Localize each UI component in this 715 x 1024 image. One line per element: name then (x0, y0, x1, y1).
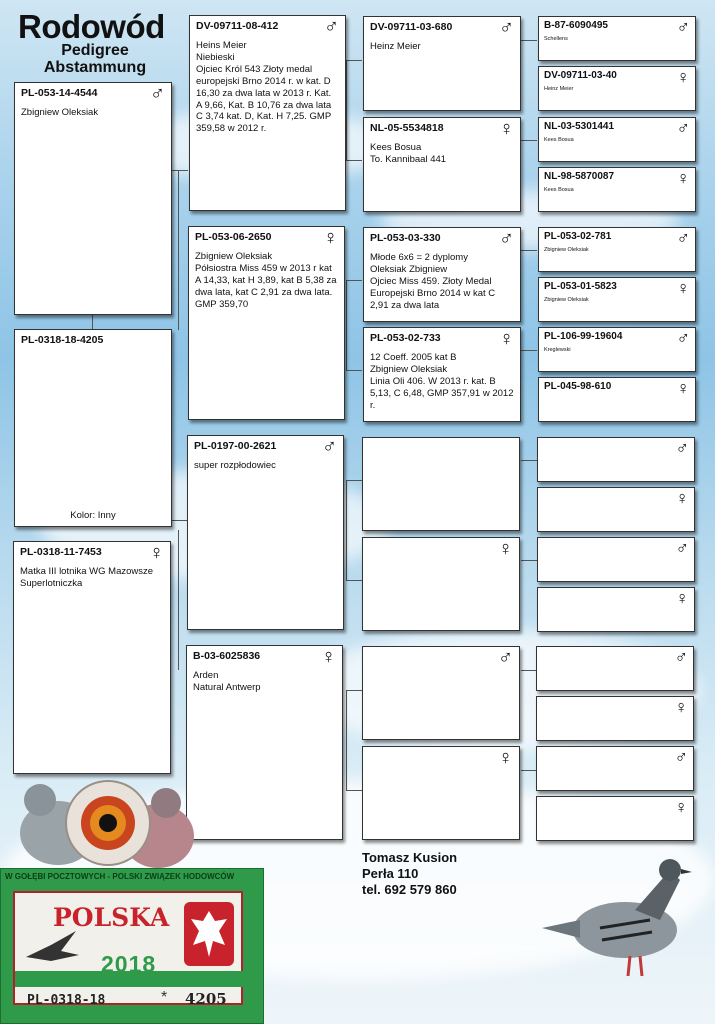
connector-line (172, 170, 188, 171)
eagle-emblem-icon (183, 901, 235, 967)
grandparent-card (187, 435, 344, 630)
grandparent-card (188, 226, 345, 420)
great-grandparent-card (362, 646, 520, 740)
male-icon: ♂ (150, 83, 165, 105)
ancestor-card (538, 66, 696, 111)
ancestor-card (536, 746, 694, 791)
male-icon: ♂ (675, 438, 689, 458)
female-icon: ♀ (499, 328, 514, 350)
ancestor-card (536, 646, 694, 691)
pigeon-info: Matka III lotnika WG Mazowsze Superlotniczka (20, 566, 154, 589)
pigeon-info: 12 Coeff. 2005 kat B Zbigniew Oleksiak Linia Oli 406. W 2013 r. kat. B 5,13, C 6,48, GMP 357,91 w 2012 r. (370, 352, 514, 411)
great-grandparent-card (363, 327, 521, 422)
star-icon: * (161, 989, 168, 1006)
male-icon: ♂ (676, 328, 690, 348)
ancestor-card (538, 117, 696, 162)
breeder-contact (362, 850, 457, 898)
connector-line (521, 770, 537, 771)
great-grandparent-card (362, 437, 520, 531)
pigeon-image (540, 850, 700, 980)
male-icon: ♂ (676, 228, 690, 248)
ring-number: PL-053-01-5823 (544, 281, 617, 292)
connector-line (346, 370, 362, 371)
pigeon-info: Zbigniew Oleksiak (544, 296, 589, 303)
grandparent-card (186, 645, 343, 840)
ancestor-card (537, 587, 695, 632)
male-icon: ♂ (322, 436, 337, 458)
ring-number: PL-106-99-19604 (544, 331, 623, 342)
breeder-name: Tomasz Kusion (362, 850, 458, 865)
ancestor-card (538, 167, 696, 212)
great-grandparent-card (363, 227, 521, 322)
connector-line (521, 40, 537, 41)
ancestor-card (536, 696, 694, 741)
connector-line (346, 690, 347, 790)
connector-line (346, 280, 347, 370)
ring-number: NL-05-5534818 (370, 122, 444, 134)
female-icon: ♀ (498, 747, 513, 769)
male-icon: ♂ (499, 228, 514, 250)
stamp-ring-number: PL-0318-18 (27, 993, 106, 1008)
pigeon-info: Zbigniew Oleksiak (544, 246, 589, 253)
ancestor-card (538, 16, 696, 61)
page-subtitle-en: Pedigree (61, 42, 129, 59)
pigeon-info: Młode 6x6 = 2 dyplomy Oleksiak Zbigniew Ojciec Miss 459. Złoty Medal Europejski Brno 2014 w kat C 2,91 za dwa lata (370, 252, 496, 311)
breeder-address: Perła 110 (362, 866, 419, 881)
ring-number: PL-053-02-733 (370, 332, 441, 344)
grandparent-card (189, 15, 346, 211)
stamp-serial: 4205 (185, 990, 227, 1008)
male-icon: ♂ (499, 17, 514, 39)
female-icon: ♀ (676, 168, 690, 188)
female-icon: ♀ (676, 278, 690, 298)
connector-line (346, 160, 362, 161)
pigeon-info: Heins Meier Niebieski Ojciec Król 543 Złoty medal europejski Brno 2014 r. w kat. D 16,30 za dwa lata w 2013 r. Kat. A 9,66, Kat. B 10,76 za dwa lata C 3,74 kat. D, Kat. H 7,25. GMP 359,58 w 2012 r. (196, 40, 332, 135)
ring-registration-stamp (0, 868, 264, 1024)
female-icon: ♀ (676, 67, 690, 87)
connector-line (346, 60, 347, 160)
subject-ring-card (14, 329, 172, 527)
ring-number: PL-053-14-4544 (21, 87, 98, 99)
ring-number: PL-0318-18-4205 (21, 334, 104, 346)
connector-line (346, 580, 362, 581)
ring-number: DV-09711-03-40 (544, 70, 617, 81)
ring-number: PL-0197-00-2621 (194, 440, 277, 452)
connector-line (346, 790, 362, 791)
connector-line (346, 480, 362, 481)
female-icon: ♀ (676, 378, 690, 398)
ancestor-card (538, 227, 696, 272)
connector-line (92, 315, 93, 329)
pigeon-info: Kreglewski (544, 346, 571, 353)
pigeon-info: Kees Bosua To. Kannibaal 441 (370, 142, 447, 165)
great-grandparent-card (362, 746, 520, 840)
connector-line (346, 60, 362, 61)
connector-line (346, 280, 362, 281)
ring-number: PL-053-03-330 (370, 232, 441, 244)
page-title: Rodowód (18, 8, 165, 45)
dam-card (13, 541, 171, 774)
male-icon: ♂ (324, 16, 339, 38)
pigeon-info: Heinz Meier (544, 85, 574, 92)
breeder-phone: tel. 692 579 860 (362, 882, 457, 897)
female-icon: ♀ (675, 588, 689, 608)
male-icon: ♂ (675, 538, 689, 558)
connector-line (521, 250, 537, 251)
great-grandparent-card (363, 117, 521, 212)
subject-card (14, 82, 172, 315)
male-icon: ♂ (676, 17, 690, 37)
connector-line (346, 480, 347, 580)
female-icon: ♀ (149, 542, 164, 564)
ring-number: DV-09711-08-412 (196, 20, 279, 32)
ring-number: PL-053-06-2650 (195, 231, 272, 243)
connector-line (178, 170, 179, 330)
connector-line (346, 690, 362, 691)
ancestor-card (537, 537, 695, 582)
female-icon: ♀ (674, 697, 688, 717)
ring-number: PL-0318-11-7453 (20, 546, 102, 558)
ancestor-card (537, 437, 695, 482)
male-icon: ♂ (676, 118, 690, 138)
pigeon-info: Kees Bosua (544, 136, 574, 143)
stamp-card (13, 891, 243, 1008)
female-icon: ♀ (321, 646, 336, 668)
male-icon: ♂ (674, 747, 688, 767)
great-grandparent-card (362, 537, 520, 631)
female-icon: ♀ (674, 797, 688, 817)
connector-line (521, 350, 537, 351)
ancestor-card (536, 796, 694, 841)
ring-number: B-03-6025836 (193, 650, 261, 662)
dove-icon (21, 927, 81, 971)
ring-number: B-87-6090495 (544, 20, 608, 31)
pigeon-info: Heinz Meier (370, 41, 421, 53)
ancestor-card (538, 377, 696, 422)
ring-number: NL-98-5870087 (544, 171, 615, 182)
stamp-header-text: W GOŁĘBI POCZTOWYCH - POLSKI ZWIĄZEK HODOWCÓW (5, 872, 235, 881)
male-icon: ♂ (498, 647, 513, 669)
color-label: Kolor: Inny (70, 510, 116, 522)
ring-number: PL-053-02-781 (544, 231, 612, 242)
ring-number: PL-045-98-610 (544, 381, 612, 392)
female-icon: ♀ (675, 488, 689, 508)
connector-line (521, 460, 537, 461)
stamp-country: POLSKA (53, 903, 170, 932)
connector-line (172, 520, 188, 521)
connector-line (521, 140, 537, 141)
ancestor-card (538, 327, 696, 372)
ancestor-card (538, 277, 696, 322)
page-subtitle-de: Abstammung (43, 59, 147, 76)
pigeon-info: Schellens (544, 35, 568, 42)
pigeon-info: Zbigniew Oleksiak (21, 107, 99, 119)
pigeon-info: Arden Natural Antwerp (193, 670, 261, 693)
connector-line (521, 560, 537, 561)
pigeon-info: Zbigniew Oleksiak Półsiostra Miss 459 w 2013 r kat A 14,33, kat H 3,89, kat B 5,38 za dwa lata, kat C 2,91 za dwa lata. GMP 359,70 (195, 251, 337, 310)
ring-number: DV-09711-03-680 (370, 21, 453, 33)
pigeon-info: super rozpłodowiec (194, 460, 276, 472)
female-icon: ♀ (498, 538, 513, 560)
great-grandparent-card (363, 16, 521, 111)
pigeon-eye-image (8, 778, 208, 878)
ancestor-card (537, 487, 695, 532)
male-icon: ♂ (674, 647, 688, 667)
female-icon: ♀ (499, 118, 514, 140)
female-icon: ♀ (323, 227, 338, 249)
connector-line (521, 670, 537, 671)
connector-line (178, 530, 179, 670)
ring-number: NL-03-5301441 (544, 121, 615, 132)
stamp-year: 2018 (101, 951, 157, 977)
pigeon-info: Kees Bosua (544, 186, 574, 193)
